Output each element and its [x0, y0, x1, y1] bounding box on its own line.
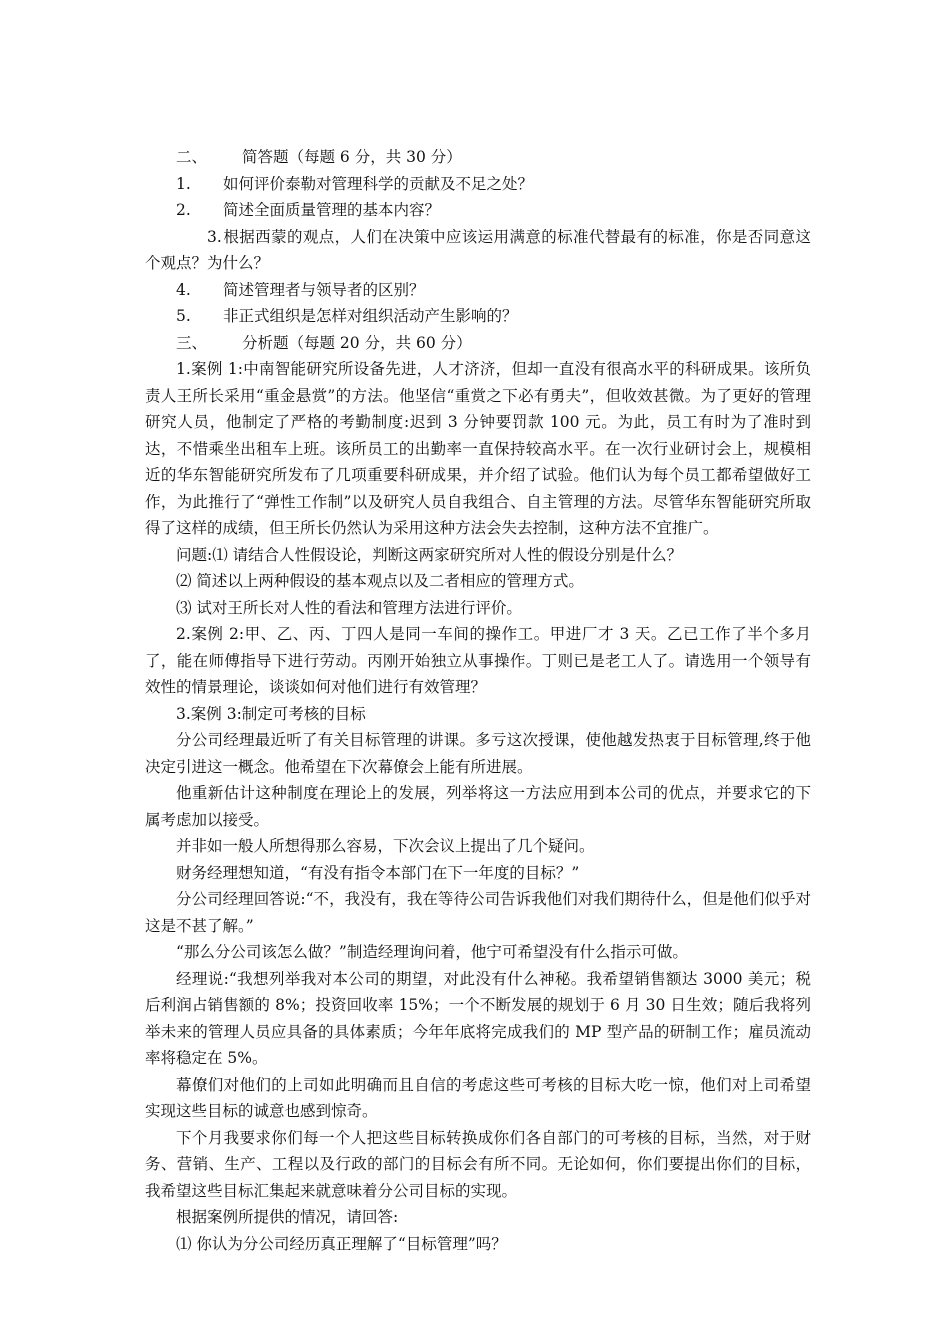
case-3-paragraph: 经理说:“我想列举我对本公司的期望，对此没有什么神秘。我希望销售额达 3000 美元；税后利润占销售额的 8%；投资回收率 15%；一个不断发展的规划于 6 月 30 日生效；随后我将列举未来的管理人员应具备的具体素质；今年年底将完成我们的 MP 型产品的研制工作；雇员流动率将稳定在 5%。 [145, 969, 811, 1067]
question-item: 4. 简述管理者与领导者的区别？ [176, 280, 425, 299]
case-3-paragraph: 分公司经理回答说:“不，我没有，我在等待公司告诉我他们对我们期待什么，但是他们似乎对这是不甚了解。” [145, 890, 811, 935]
case-3-paragraph: 财务经理想知道，“有没有指令本部门在下一年度的目标？” [176, 863, 580, 882]
case-1-question-3: ⑶ 试对王所长对人性的看法和管理方法进行评价。 [176, 598, 522, 617]
case-3-paragraph: 分公司经理最近听了有关目标管理的讲课。多亏这次授课，使他越发热衷于目标管理,终于他决定引进这一概念。他希望在下次幕僚会上能有所进展。 [145, 731, 811, 776]
case-3-paragraph: “那么分公司该怎么做？”制造经理询问着，他宁可希望没有什么指示可做。 [176, 943, 688, 961]
case-2-text: 2.案例 2:甲、乙、丙、丁四人是同一车间的操作工。甲进厂才 3 天。乙已工作了半个多月了，能在师傅指导下进行劳动。丙刚开始独立从事操作。丁则已是老工人了。请选用一个领导有效性的情景理论，谈谈如何对他们进行有效管理？ [145, 625, 811, 696]
question-item: 5. 非正式组织是怎样对组织活动产生影响的？ [176, 307, 518, 325]
case-3-question-1: ⑴ 你认为分公司经历真正理解了“目标管理”吗？ [176, 1234, 507, 1253]
section-number: 二、 [176, 148, 208, 166]
case-3-title: 3.案例 3:制定可考核的目标 [176, 704, 366, 723]
case-3-prompt: 根据案例所提供的情况，请回答: [176, 1208, 399, 1226]
case-1-question-2: ⑵ 简述以上两种假设的基本观点以及二者相应的管理方式。 [176, 572, 584, 590]
section-title: 简答题（每题 6 分，共 30 分） [242, 148, 462, 166]
question-item: 3.根据西蒙的观点，人们在决策中应该运用满意的标准代替最有的标准，你是否同意这个观点？为什么？ [145, 227, 811, 272]
case-3-paragraph: 并非如一般人所想得那么容易，下次会议上提出了几个疑问。 [176, 837, 595, 855]
case-3-paragraph: 下个月我要求你们每一个人把这些目标转换成你们各自部门的可考核的目标，当然，对于财务、营销、生产、工程以及行政的部门的目标会有所不同。无论如何，你们要提出你们的目标，我希望这些目标汇集起来就意味着分公司目标的实现。 [145, 1128, 811, 1200]
case-1-text: 1.案例 1:中南智能研究所设备先进，人才济济，但却一直没有很高水平的科研成果。该所负责人王所长采用“重金悬赏”的方法。他坚信“重赏之下必有勇夫”，但收效甚微。为了更好的管理研究人员，他制定了严格的考勤制度:迟到 3 分钟要罚款 100 元。为此，员工有时为了准时到达，不惜乘坐出租车上班。该所员工的出勤率一直保持较高水平。在一次行业研讨会上，规模相近的华东智能研究所发布了几项重要科研成果，并介绍了试验。他们认为每个员工都希望做好工作，为此推行了“弹性工作制”以及研究人员自我组合、自主管理的方法。尽管华东智能研究所取得了这样的成绩，但王所长仍然认为采用这种方法会失去控制，这种方法不宜推广。 [145, 360, 811, 537]
section-heading-2 [145, 144, 811, 171]
section-heading-3 [145, 330, 811, 357]
case-1-question-1: 问题:⑴ 请结合人性假设论，判断这两家研究所对人性的假设分别是什么？ [176, 545, 683, 564]
section-number: 三、 [176, 333, 208, 352]
question-item: 2. 简述全面质量管理的基本内容？ [176, 201, 441, 219]
question-item: 1. 如何评价泰勒对管理科学的贡献及不足之处？ [176, 174, 534, 193]
document-page [145, 144, 811, 1257]
section-title: 分析题（每题 20 分，共 60 分） [242, 333, 472, 352]
case-3-paragraph: 他重新估计这种制度在理论上的发展，列举将这一方法应用到本公司的优点，并要求它的下属考虑加以接受。 [145, 784, 811, 829]
case-3-paragraph: 幕僚们对他们的上司如此明确而且自信的考虑这些可考核的目标大吃一惊，他们对上司希望实现这些目标的诚意也感到惊奇。 [145, 1075, 811, 1120]
